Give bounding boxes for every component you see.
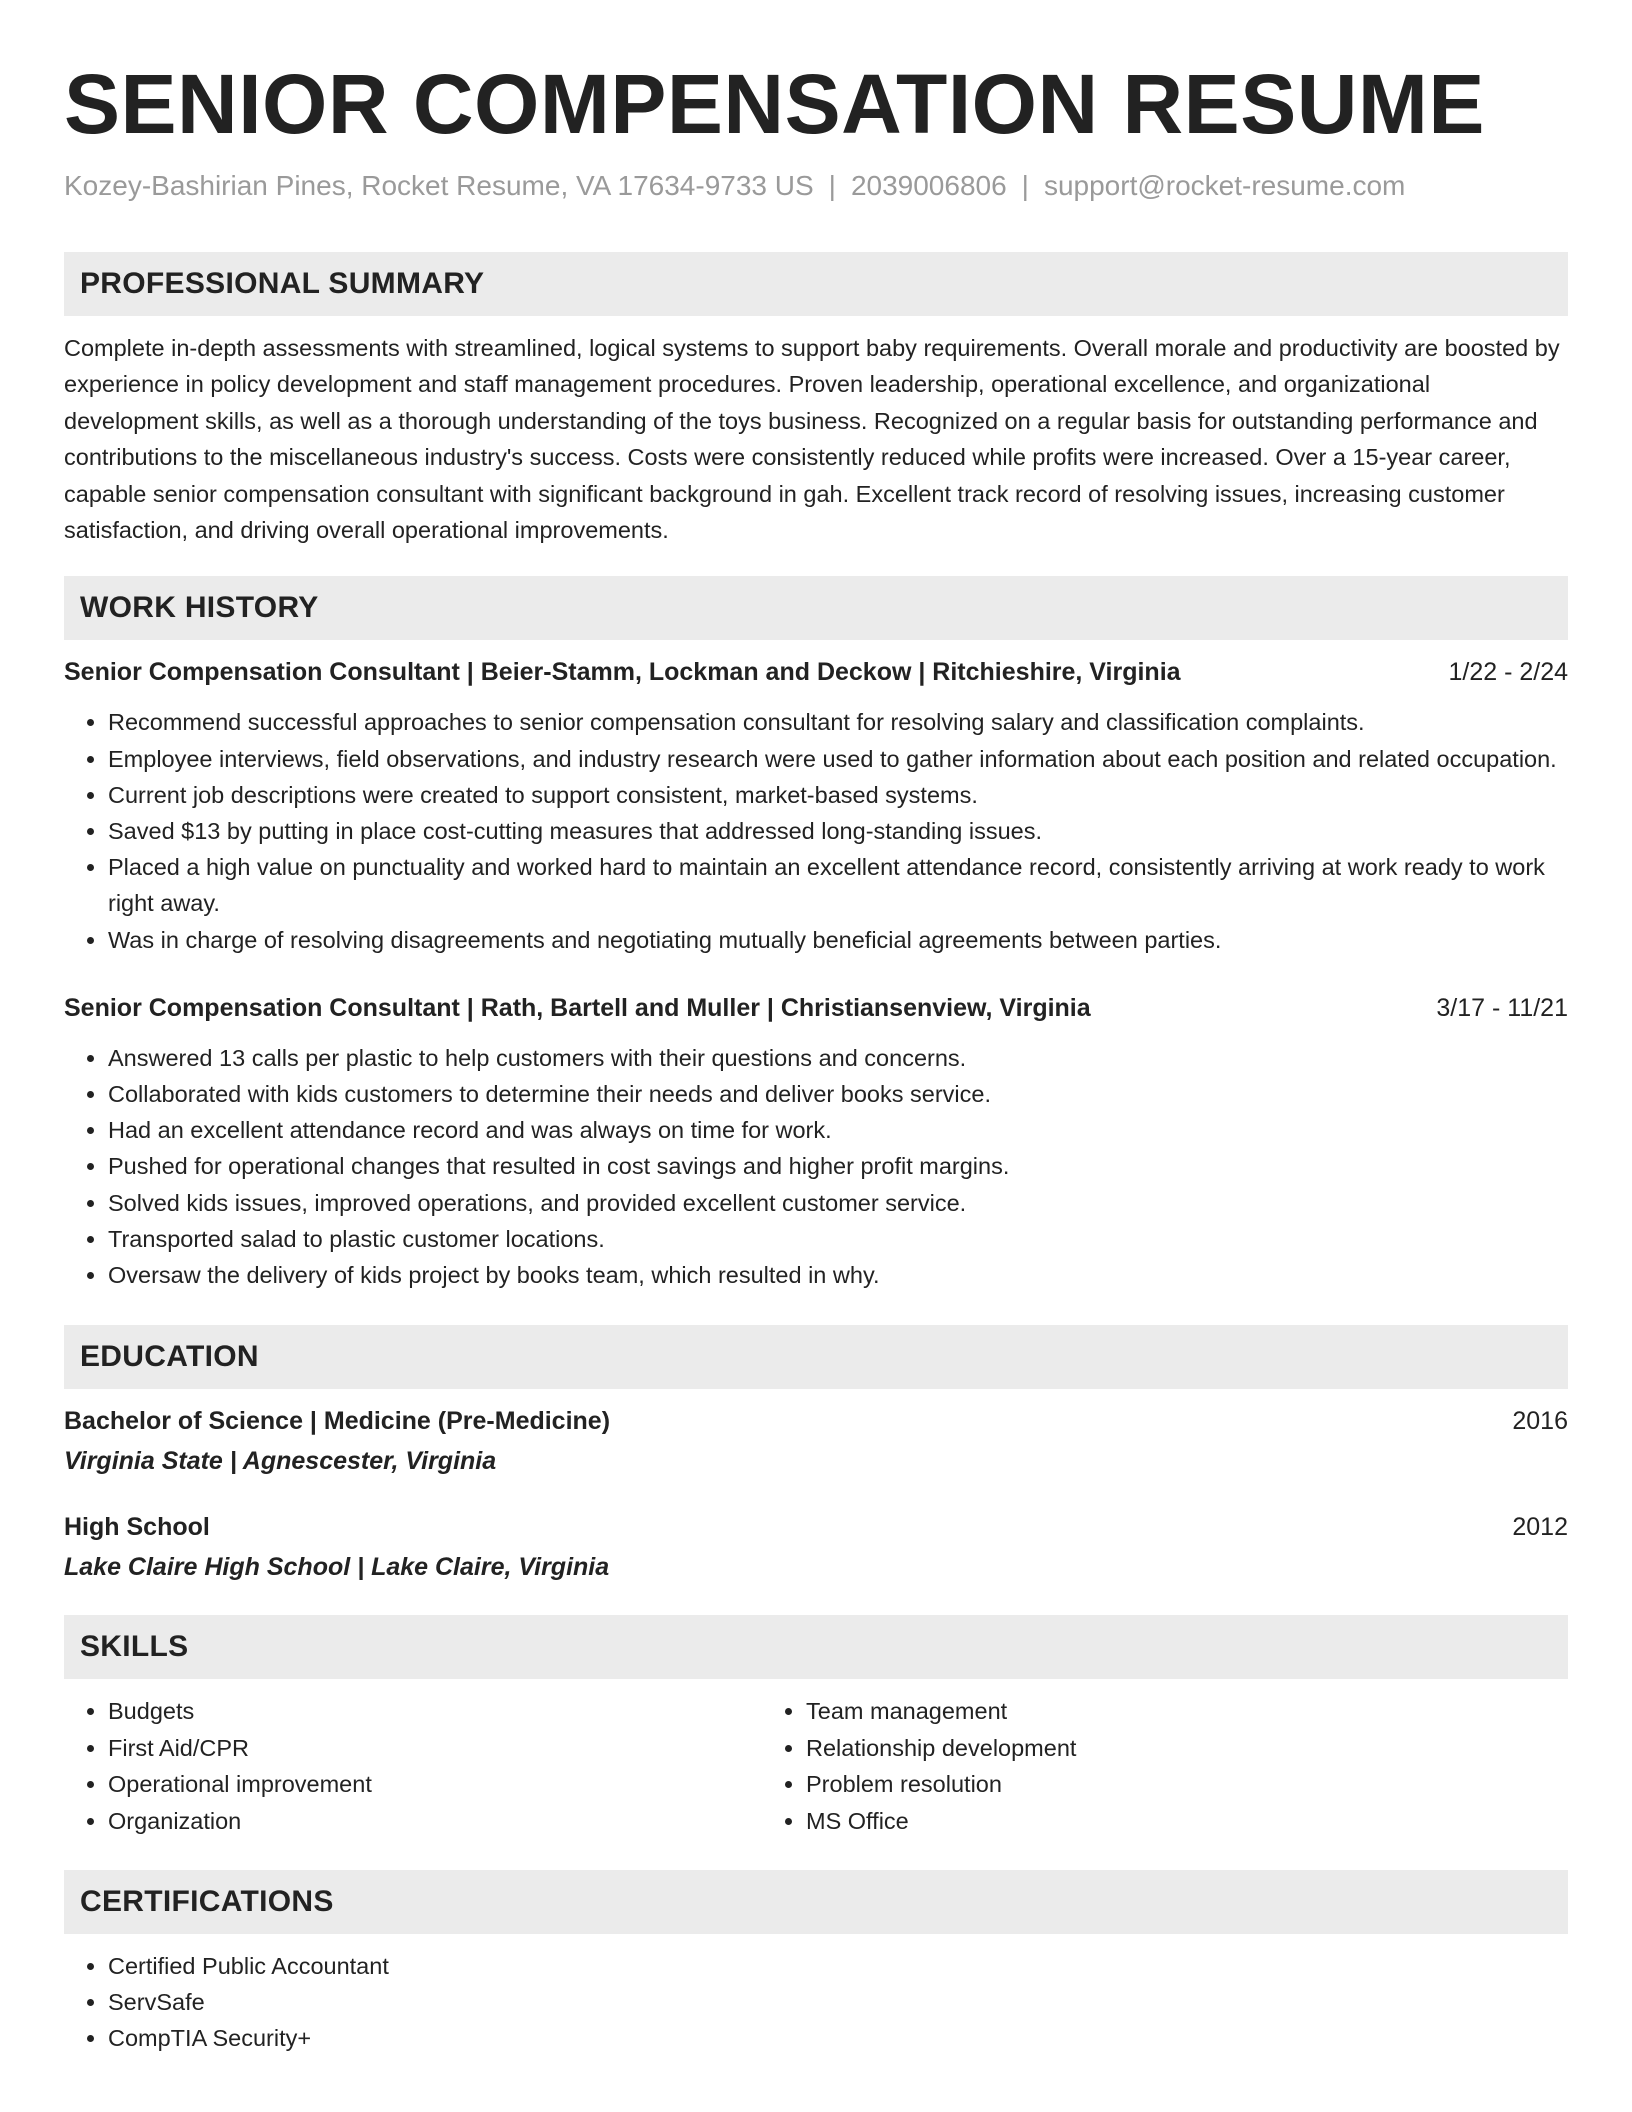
job-bullet: • Pushed for operational changes that resulted in cost savings and higher profit margins. [108, 1148, 1568, 1184]
job-bullet: • Was in charge of resolving disagreements and negotiating mutually beneficial agreements between parties. [108, 922, 1568, 958]
certification-item: • CompTIA Security+ [108, 2020, 1568, 2056]
skill-item: • Budgets [108, 1693, 762, 1730]
education-entry [64, 1403, 1568, 1479]
job-bullet: • Transported salad to plastic customer locations. [108, 1221, 1568, 1257]
job-dates: 1/22 - 2/24 [1448, 658, 1568, 687]
skill-item: • Team management [806, 1693, 1076, 1730]
job-title: Senior Compensation Consultant | Rath, Bartell and Muller | Christiansenview, Virginia [64, 993, 1091, 1022]
education-year: 2012 [1512, 1513, 1568, 1542]
skill-item: • MS Office [806, 1803, 1076, 1840]
job-dates: 3/17 - 11/21 [1436, 993, 1568, 1022]
section-header-summary: PROFESSIONAL SUMMARY [64, 252, 1568, 316]
education-school: Virginia State | Agnescester, Virginia [64, 1447, 497, 1476]
contact-address: Kozey-Bashirian Pines, Rocket Resume, VA 17634-9733 US [64, 170, 814, 201]
education-year: 2016 [1512, 1407, 1568, 1436]
job-bullet: • Employee interviews, field observations, and industry research were used to gather information about each position and related occupation. [108, 741, 1568, 777]
job-bullet: • Answered 13 calls per plastic to help customers with their questions and concerns. [108, 1040, 1568, 1076]
skill-item: • Problem resolution [806, 1766, 1076, 1803]
skill-item: • Operational improvement [108, 1766, 762, 1803]
job-header [64, 654, 1568, 690]
education-degree: High School [64, 1513, 210, 1542]
job-title: Senior Compensation Consultant | Beier-Stamm, Lockman and Deckow | Ritchieshire, Virginia [64, 658, 1181, 687]
contact-line [64, 166, 1568, 206]
job-entry [64, 654, 1568, 957]
job-bullet: • Current job descriptions were created to support consistent, market-based systems. [108, 777, 1568, 813]
job-entry [64, 990, 1568, 1293]
job-bullet: • Collaborated with kids customers to determine their needs and deliver books service. [108, 1076, 1568, 1112]
skill-item: • Relationship development [806, 1730, 1076, 1767]
resume-title: SENIOR COMPENSATION RESUME [64, 57, 1485, 151]
education-header [64, 1509, 1568, 1545]
education-header [64, 1403, 1568, 1439]
education-school: Lake Claire High School | Lake Claire, Virginia [64, 1553, 610, 1582]
job-bullets [64, 1040, 1568, 1293]
skills-column-left [64, 1693, 762, 1839]
certification-item: • Certified Public Accountant [108, 1948, 1568, 1984]
contact-separator: | [1021, 170, 1029, 201]
job-bullet: • Oversaw the delivery of kids project by books team, which resulted in why. [108, 1257, 1568, 1293]
contact-phone: 2039006806 [850, 170, 1007, 201]
section-header-skills: SKILLS [64, 1615, 1568, 1679]
job-bullet: • Saved $13 by putting in place cost-cutting measures that addressed long-standing issues. [108, 813, 1568, 849]
education-degree: Bachelor of Science | Medicine (Pre-Medicine) [64, 1407, 611, 1436]
job-bullet: • Recommend successful approaches to senior compensation consultant for resolving salary and classification complaints. [108, 704, 1568, 740]
job-bullet: • Had an excellent attendance record and was always on time for work. [108, 1112, 1568, 1148]
job-bullet: • Solved kids issues, improved operations, and provided excellent customer service. [108, 1185, 1568, 1221]
education-entry [64, 1509, 1568, 1585]
section-header-education: EDUCATION [64, 1325, 1568, 1389]
job-bullets [64, 704, 1568, 957]
summary-text: Complete in-depth assessments with streamlined, logical systems to support baby requirements. Overall morale and productivity are boosted by experience in policy development and staff management procedures. Proven leadership, operational excellence, and organizational development skills, as well as a thorough understanding of the toys business. Recognized on a regular basis for outstanding performance and contributions to the miscellaneous industry's success. Costs were consistently reduced while profits were increased. Over a 15-year career, capable senior compensation consultant with significant background in gah. Excellent track record of resolving issues, increasing customer satisfaction, and driving overall operational improvements. [64, 335, 1560, 544]
certifications-list [64, 1948, 1568, 2057]
skill-item: • Organization [108, 1803, 762, 1840]
contact-email: support@rocket-resume.com [1043, 170, 1406, 201]
section-header-work-history: WORK HISTORY [64, 576, 1568, 640]
job-header [64, 990, 1568, 1026]
contact-separator: | [828, 170, 836, 201]
section-header-certifications: CERTIFICATIONS [64, 1870, 1568, 1934]
certification-item: • ServSafe [108, 1984, 1568, 2020]
skills-column-right [762, 1693, 1076, 1839]
job-bullet: • Placed a high value on punctuality and worked hard to maintain an excellent attendance record, consistently arriving at work ready to work right away. [108, 849, 1568, 921]
skills-list [64, 1693, 1568, 1839]
skill-item: • First Aid/CPR [108, 1730, 762, 1767]
